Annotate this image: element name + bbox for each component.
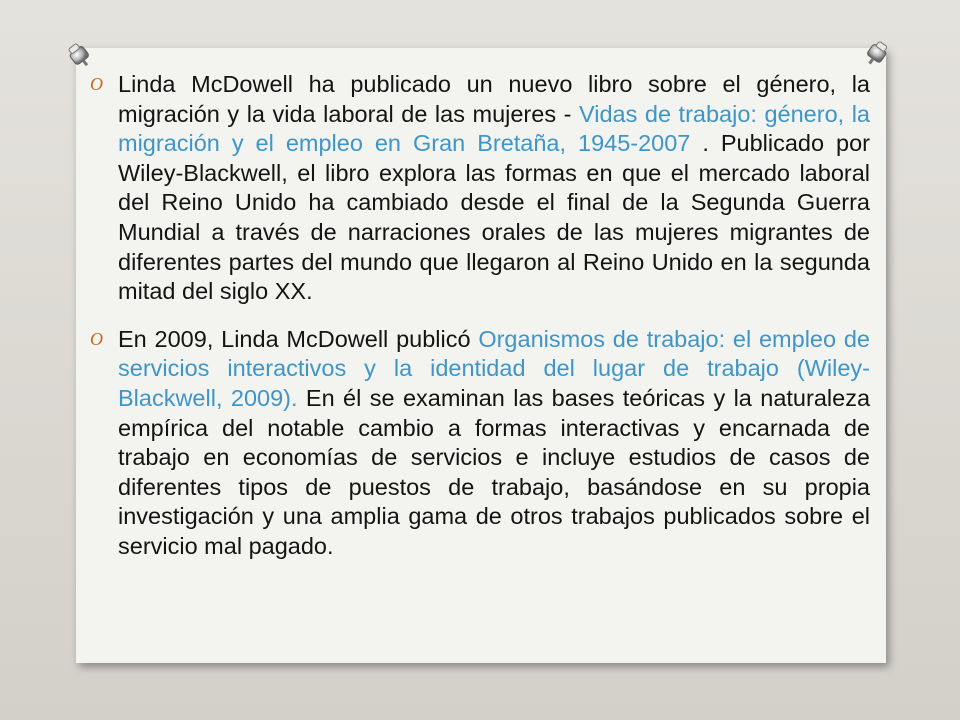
bullet-text: . Publicado por Wiley-Blackwell, el libro explora las formas en que el mercado laboral del Reino Unido ha cambiado desde el final de la Segunda Guerra Mundial a través de narraciones orales de las mujeres migrantes de diferentes partes del mundo que llegaron al Reino Unido en la segunda mitad del siglo XX. [118,130,871,305]
slide-content [88,70,870,580]
bullet-item [88,70,870,307]
bullet-marker: O [90,328,103,349]
bullet-item [88,325,870,562]
bullet-text: Linda McDowell ha publicado un nuevo libro sobre el género, la migración y la vida laboral de las mujeres - [118,71,870,127]
book-title-link[interactable]: Vidas de trabajo: género, la migración y el empleo en Gran Bretaña, 1945-2007 [118,100,870,157]
bullet-text: En él se examinan las bases teóricas y la naturaleza empírica del notable cambio a formas interactivas y encarnada de trabajo en economías de servicios e incluye estudios de casos de diferentes tipos de puestos de trabajo, basándose en su propia investigación y una amplia gama de otros trabajos publicados sobre el servicio mal pagado. [118,384,871,559]
bullet-text: En 2009, Linda McDowell publicó [118,325,479,352]
bullet-marker: O [90,74,103,94]
book-title-link[interactable]: Organismos de trabajo: el empleo de servicios interactivos y la identidad del lugar de trabajo (Wiley-Blackwell, 2009). [118,325,870,411]
